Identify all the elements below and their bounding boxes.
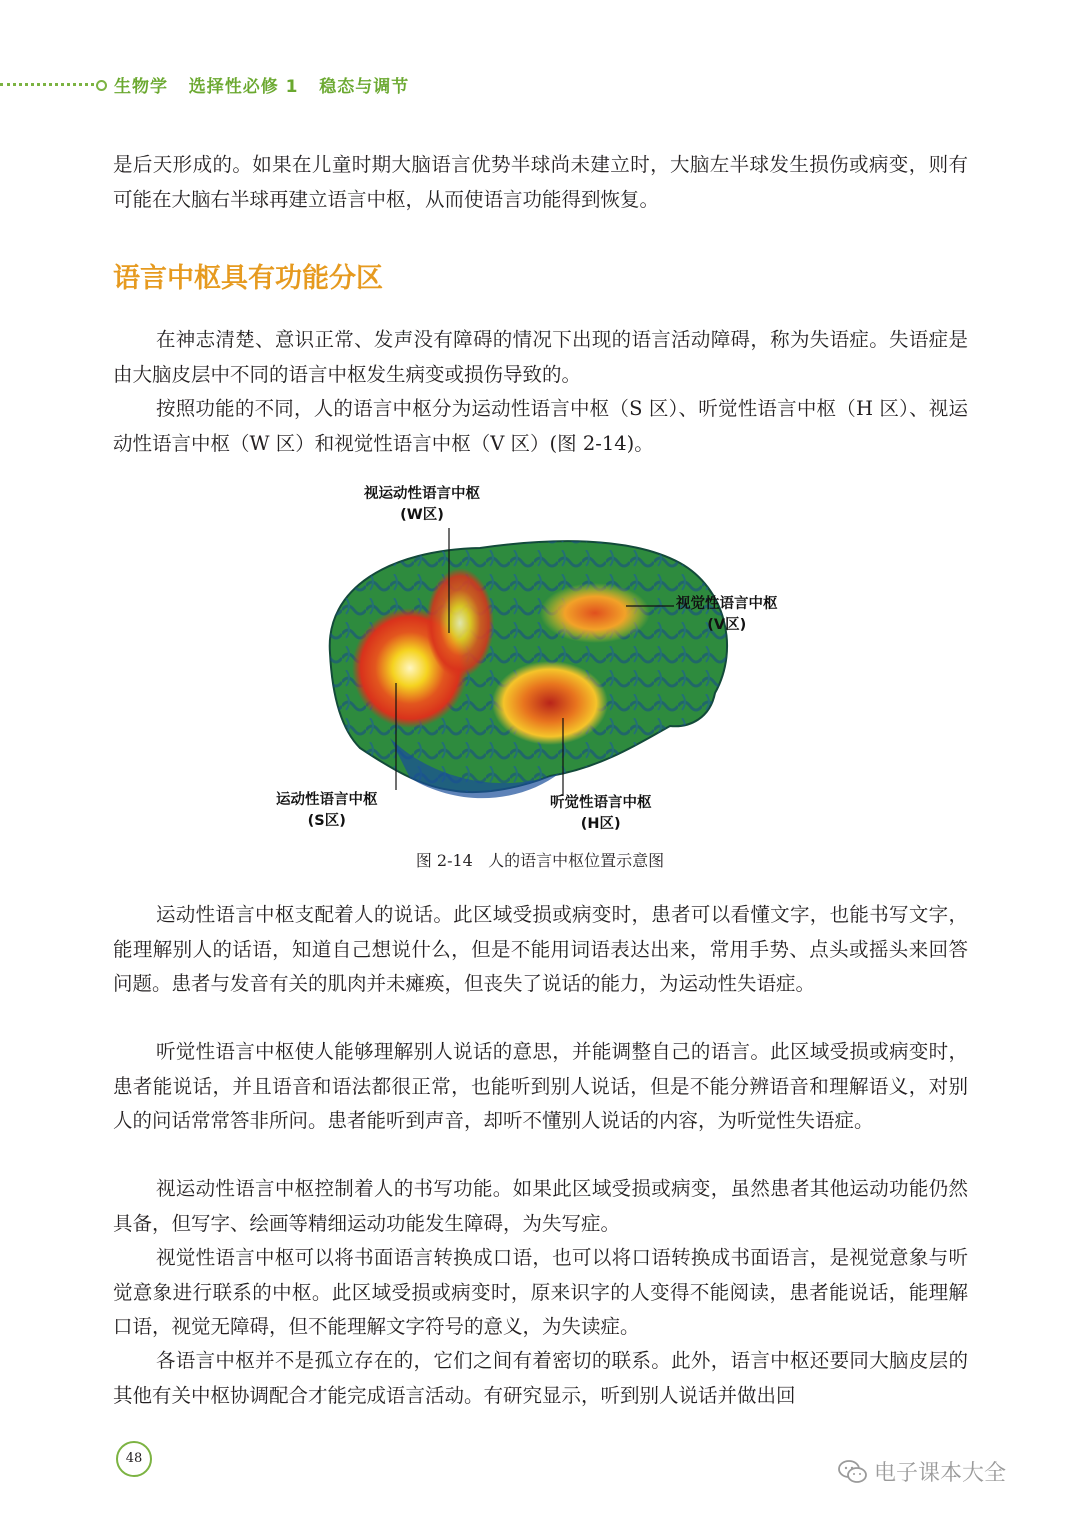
label-s-code: (S区) bbox=[307, 813, 346, 829]
paragraph-auditory-speech: 听觉性语言中枢使人能够理解别人说话的意思，并能调整自己的语言。此区域受损或病变时，患者能说话，并且语音和语法都很正常，也能听到别人说话，但是不能分辨语音和理解语义，对别人的问话常常答非所问。患者能听到声音，却听不懂别人说话的内容，为听觉性失语症。 bbox=[113, 1040, 968, 1132]
paragraph-motor-speech: 运动性语言中枢支配着人的说话。此区域受损或病变时，患者可以看懂文字，也能书写文字，能理解别人的话语，知道自己想说什么，但是不能用词语表达出来，常用手势、点头或摇头来回答问题。患者与发音有关的肌肉并未瘫痪，但丧失了说话的能力，为运动性失语症。 bbox=[113, 903, 968, 995]
section-title: 语言中枢具有功能分区 bbox=[113, 263, 383, 294]
header-subject: 生物学 bbox=[114, 77, 168, 97]
label-v-name: 视觉性语言中枢 bbox=[676, 596, 778, 612]
label-w-name: 视运动性语言中枢 bbox=[364, 486, 480, 502]
paragraph-writing-center: 视运动性语言中枢控制着人的书写功能。如果此区域受损或病变，虽然患者其他运动功能仍然具备，但写字、绘画等精细运动功能发生障碍，为失写症。 bbox=[113, 1177, 968, 1235]
label-w-code: (W区) bbox=[400, 507, 444, 523]
label-v-code: (V区) bbox=[707, 617, 747, 633]
page-number: 48 bbox=[116, 1441, 152, 1477]
label-v-zone bbox=[676, 594, 778, 636]
label-h-name: 听觉性语言中枢 bbox=[550, 795, 652, 811]
brain-figure bbox=[270, 478, 830, 878]
running-header bbox=[114, 72, 409, 97]
paragraph-aphasia-definition: 在神志清楚、意识正常、发声没有障碍的情况下出现的语言活动障碍，称为失语症。失语症是由大脑皮层中不同的语言中枢发生病变或损伤导致的。 bbox=[113, 328, 968, 386]
caption-number: 图 2-14 bbox=[415, 851, 473, 870]
watermark bbox=[838, 1456, 1006, 1487]
caption-text: 人的语言中枢位置示意图 bbox=[488, 851, 665, 870]
paragraph-continuation: 是后天形成的。如果在儿童时期大脑语言优势半球尚未建立时，大脑左半球发生损伤或病变，则有可能在大脑右半球再建立语言中枢，从而使语言功能得到恢复。 bbox=[113, 153, 968, 211]
figure-caption bbox=[0, 848, 1080, 871]
watermark-text: 电子课本大全 bbox=[874, 1461, 1007, 1486]
header-chapter: 稳态与调节 bbox=[319, 77, 410, 97]
paragraph-center-classification: 按照功能的不同，人的语言中枢分为运动性语言中枢（S 区）、听觉性语言中枢（H 区）、视运动性语言中枢（W 区）和视觉性语言中枢（V 区）(图 2-14)。 bbox=[113, 397, 968, 455]
label-s-name: 运动性语言中枢 bbox=[276, 792, 378, 808]
header-dotted-line bbox=[0, 83, 100, 86]
paragraph-visual-speech: 视觉性语言中枢可以将书面语言转换成口语，也可以将口语转换成书面语言，是视觉意象与听觉意象进行联系的中枢。此区域受损或病变时，原来识字的人变得不能阅读，患者能说话，能理解口语，视觉无障碍，但不能理解文字符号的意义，为失读症。 bbox=[113, 1246, 968, 1338]
label-h-code: (H区) bbox=[580, 816, 621, 832]
label-h-zone bbox=[550, 793, 652, 835]
wechat-icon bbox=[838, 1459, 868, 1485]
paragraph-coordination: 各语言中枢并不是孤立存在的，它们之间有着密切的联系。此外，语言中枢还要同大脑皮层的其他有关中枢协调配合才能完成语言活动。有研究显示，听到别人说话并做出回 bbox=[113, 1349, 968, 1407]
header-book: 选择性必修 1 bbox=[188, 77, 299, 97]
label-s-zone bbox=[276, 790, 378, 832]
label-w-zone bbox=[364, 484, 480, 526]
header-circle-icon bbox=[96, 80, 107, 91]
